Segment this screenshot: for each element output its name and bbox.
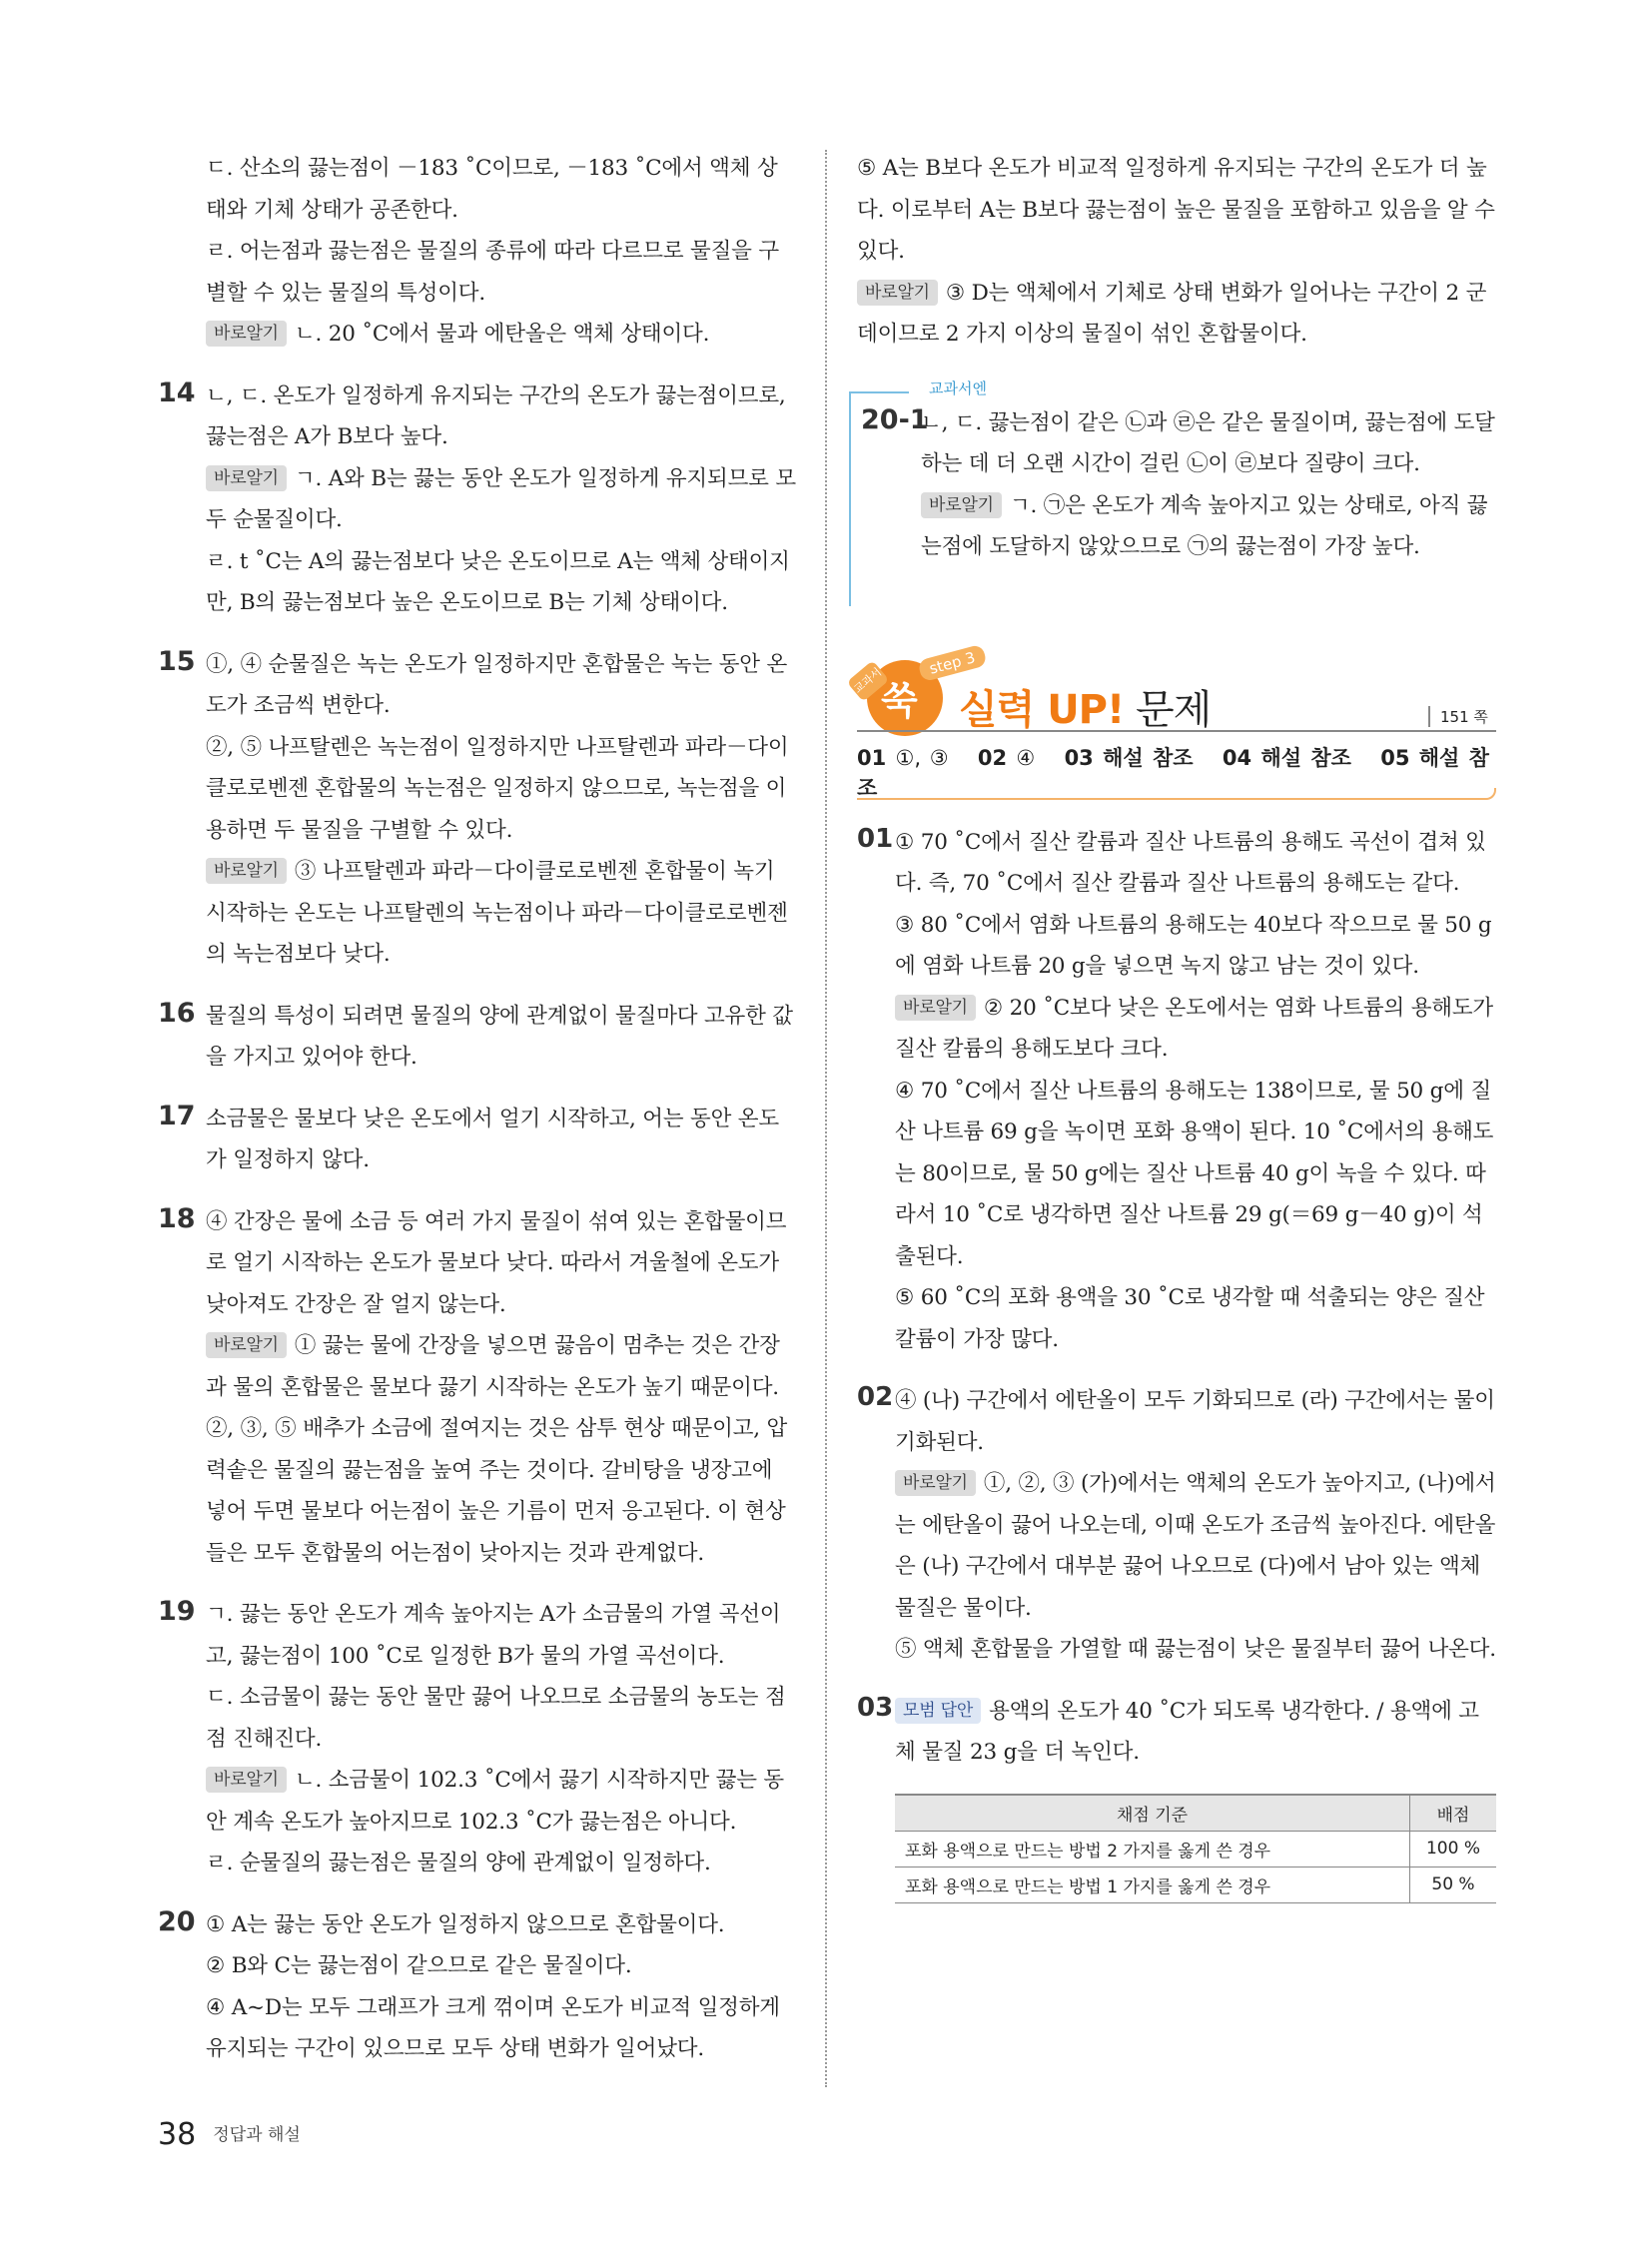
correction-badge: 바로알기 [206, 858, 287, 884]
answer-line [921, 402, 1496, 485]
textbook-label: 교과서엔 [923, 377, 993, 398]
textbook-tag: 교과서 [847, 660, 890, 702]
table-cell: 포화 용액으로 만드는 방법 2 가지를 옳게 쓴 경우 [895, 1831, 1410, 1867]
header-rule [857, 730, 1496, 732]
question-number: 02 [857, 1382, 894, 1412]
answer-text: ㄴ, ㄷ. 온도가 일정하게 유지되는 구간의 온도가 끓는점이므로, 끓는점은 A가 B보다 높다. [206, 382, 786, 449]
answer-line [206, 1594, 797, 1677]
question-number: 16 [158, 997, 196, 1029]
answer-text: ①, ②, ③ (가)에서는 액체의 온도가 높아지고, (나)에서는 에탄올이 끓어 나오는데, 이때 온도가 조금씩 높아진다. 에탄올은 (나) 구간에서 대부분 끓어 나오므로 (다)에서 남아 있는 액체 물질은 물이다. [895, 1471, 1496, 1621]
answer-line [206, 1987, 797, 2070]
left-column [158, 148, 797, 2090]
answer-text: ㄱ. ㉠은 온도가 계속 높아지고 있는 상태로, 아직 끓는점에 도달하지 않았으므로 ㉠의 끓는점이 가장 높다. [921, 492, 1488, 559]
answer-text: 물질의 특성이 되려면 물질의 양에 관계없이 물질마다 고유한 값을 가지고 있어야 한다. [206, 1003, 793, 1070]
answer-line [206, 541, 797, 624]
right-column [851, 148, 1496, 1903]
solution-02 [857, 1380, 1496, 1671]
answer-text: 용액의 온도가 40 ˚C가 되도록 냉각한다. / 용액에 고체 물질 23 g을 더 녹인다. [895, 1698, 1479, 1765]
answer-text: ㄹ. 순물질의 끓는점은 물질의 양에 관계없이 일정하다. [206, 1851, 711, 1875]
answer-line [206, 1677, 797, 1760]
table-header: 배점 [1410, 1795, 1497, 1832]
ssuk-logo-text: 쑥 [881, 678, 918, 723]
table-cell: 50 % [1410, 1867, 1497, 1902]
answer-line [895, 905, 1496, 988]
answer-text: ⑤ 액체 혼합물을 가열할 때 끓는점이 낮은 물질부터 끓어 나온다. [895, 1637, 1496, 1662]
quick-answer: 03 해설 참조 [1064, 745, 1194, 770]
answer-line [206, 458, 797, 541]
quick-answer: 05 해설 참조 [857, 745, 1489, 800]
answer-line [895, 1463, 1496, 1629]
correction-badge: 바로알기 [895, 995, 976, 1021]
answer-text: ②, ③, ⑤ 배추가 소금에 절여지는 것은 삼투 현상 때문이고, 압력솥은 물질의 끓는점을 높여 주는 것이다. 갈비탕을 냉장고에 넣어 두면 물보다 어는점이 높은 기름이 먼저 응고된다. 이 현상들은 모두 혼합물의 어는점이 낮아지는 것과 관계없다. [206, 1416, 788, 1566]
correction-badge: 바로알기 [206, 321, 287, 347]
answer-line [206, 851, 797, 976]
intro-line: ㄹ. 어는점과 끓는점은 물질의 종류에 따라 다르므로 물질을 구별할 수 있는 물질의 특성이다. [206, 239, 779, 306]
answer-line [206, 644, 797, 727]
question-number: 19 [158, 1596, 196, 1627]
answer-line [206, 727, 797, 852]
question-20-1 [861, 402, 1496, 568]
answer-text: ② 20 ˚C보다 낮은 온도에서는 염화 나트륨의 용해도가 질산 칼륨의 용해도보다 크다. [895, 995, 1493, 1062]
textbook-box-border [849, 391, 909, 393]
answer-text: ① A는 끓는 동안 온도가 일정하지 않으므로 혼합물이다. [206, 1911, 725, 1937]
answer-line [921, 485, 1496, 568]
table-header-row [895, 1795, 1496, 1832]
answer-text: ㄷ. 소금물이 끓는 동안 물만 끓어 나오므로 소금물의 농도는 점점 진해진다. [206, 1685, 786, 1752]
answer-text: ③ D는 액체에서 기체로 상태 변화가 일어나는 구간이 2 군데이므로 2 가지 이상의 물질이 섞인 혼합물이다. [857, 280, 1487, 347]
question-number: 01 [857, 823, 894, 854]
answer-text: ①, ④ 순물질은 녹는 온도가 일정하지만 혼합물은 녹는 동안 온도가 조금씩 변한다. [206, 651, 788, 718]
answer-text: ④ 간장은 물에 소금 등 여러 가지 물질이 섞여 있는 혼합물이므로 얼기 시작하는 온도가 물보다 낮다. 따라서 겨울철에 온도가 낮아져도 간장은 잘 얼지 않는다. [206, 1208, 787, 1317]
step3-header [851, 647, 1496, 800]
answer-line [895, 1380, 1496, 1463]
question-18 [158, 1201, 797, 1575]
grading-table [895, 1794, 1496, 1903]
table-cell: 100 % [1410, 1831, 1497, 1867]
answer-text: ④ (나) 구간에서 에탄올이 모두 기화되므로 (라) 구간에서는 물이 기화된다. [895, 1388, 1495, 1455]
answer-line [206, 996, 797, 1079]
section-title-highlight: 실력 UP! [959, 686, 1125, 733]
question-14 [158, 375, 797, 624]
answer-line [206, 1099, 797, 1181]
step3-solutions [857, 822, 1496, 1903]
answer-line [895, 1277, 1496, 1360]
answer-line [206, 1904, 797, 1946]
answer-text: 소금물은 물보다 낮은 온도에서 얼기 시작하고, 어는 동안 온도가 일정하지 않다. [206, 1106, 779, 1172]
answer-line [206, 1201, 797, 1326]
answer-text: ④ 70 ˚C에서 질산 나트륨의 용해도는 138이므로, 물 50 g에 질산 나트륨 69 g을 녹이면 포화 용액이 된다. 10 ˚C에서의 용해도는 80이므로, 물 50 g에는 질산 나트륨 40 g이 녹을 수 있다. 따라서 10 ˚C로 냉각하면 질산 나트륨 29 g(＝69 g－40 g)이 석출된다. [895, 1078, 1494, 1269]
correction-badge: 바로알기 [895, 1470, 976, 1496]
question-number: 03 [857, 1692, 894, 1723]
table-header: 채점 기준 [895, 1795, 1410, 1832]
answer-line [206, 1325, 797, 1408]
textbook-box [849, 377, 1496, 568]
question-15 [158, 644, 797, 976]
question-20-continuation [857, 148, 1496, 356]
answer-text: ②, ⑤ 나프탈렌은 녹는점이 일정하지만 나프탈렌과 파라－다이클로로벤젠 혼합물의 녹는점은 일정하지 않으므로, 녹는점을 이용하면 두 물질을 구별할 수 있다. [206, 734, 789, 843]
footer-text: 정답과 해설 [213, 2125, 301, 2145]
answer-line [857, 148, 1496, 273]
question-number: 15 [158, 645, 196, 677]
step-label: step 3 [917, 643, 987, 682]
question-20 [158, 1904, 797, 2070]
answer-text: ㄱ. A와 B는 끓는 동안 온도가 일정하게 유지되므로 모두 순물질이다. [206, 465, 796, 532]
correction-badge: 바로알기 [206, 465, 287, 491]
table-row [895, 1867, 1496, 1902]
answer-text: ⑤ 60 ˚C의 포화 용액을 30 ˚C로 냉각할 때 석출되는 양은 질산 칼륨이 가장 많다. [895, 1285, 1485, 1352]
answer-line [895, 1629, 1496, 1671]
correction-line [206, 314, 797, 356]
answers-box-border [857, 788, 1496, 800]
answer-text: ② B와 C는 끓는점이 같으므로 같은 물질이다. [206, 1953, 632, 1978]
answer-line [895, 988, 1496, 1071]
table-row [895, 1831, 1496, 1867]
answer-text: ㄱ. 끓는 동안 온도가 계속 높아지는 A가 소금물의 가열 곡선이고, 끓는점이 100 ˚C로 일정한 B가 물의 가열 곡선이다. [206, 1602, 781, 1669]
question-number: 18 [158, 1202, 196, 1234]
page-number: 38 [158, 2117, 197, 2152]
page-reference: 151 쪽 [1428, 706, 1496, 727]
page-footer [158, 2117, 301, 2152]
section-title-text: 문제 [1135, 686, 1212, 733]
intro-line: ㄷ. 산소의 끓는점이 －183 ˚C이므로, －183 ˚C에서 액체 상태와 기체 상태가 공존한다. [206, 156, 778, 223]
answer-text: ④ A~D는 모두 그래프가 크게 꺾이며 온도가 비교적 일정하게 유지되는 구간이 있으므로 모두 상태 변화가 일어났다. [206, 1994, 780, 2061]
answer-line [895, 1691, 1496, 1774]
question-number: 17 [158, 1100, 196, 1131]
answer-text: ③ 나프탈렌과 파라－다이클로로벤젠 혼합물이 녹기 시작하는 온도는 나프탈렌의 녹는점이나 파라－다이클로로벤젠의 녹는점보다 낮다. [206, 859, 788, 967]
question-number: 20-1 [861, 403, 929, 435]
column-divider [825, 150, 827, 2087]
answer-text: ㄴ, ㄷ. 끓는점이 같은 ㉡과 ㉣은 같은 물질이며, 끓는점에 도달하는 데 더 오랜 시간이 걸린 ㉡이 ㉣보다 질량이 크다. [921, 409, 1495, 476]
solution-01 [857, 822, 1496, 1361]
answer-line [206, 1843, 797, 1884]
correction-badge: 바로알기 [206, 1767, 287, 1793]
answer-line [206, 1760, 797, 1843]
correction-text: ㄴ. 20 ˚C에서 물과 에탄올은 액체 상태이다. [294, 322, 710, 347]
quick-answer: 01 ①, ③ [857, 745, 949, 770]
section-title [959, 678, 1211, 735]
correction-badge: 바로알기 [206, 1332, 287, 1358]
answer-line [895, 822, 1496, 905]
answer-text: ③ 80 ˚C에서 염화 나트륨의 용해도는 40보다 작으므로 물 50 g에 염화 나트륨 20 g을 넣으면 녹지 않고 남는 것이 있다. [895, 912, 1492, 979]
question-number: 14 [158, 376, 196, 408]
question-number: 20 [158, 1905, 196, 1937]
answer-line [206, 1945, 797, 1987]
answer-line [206, 375, 797, 458]
correction-badge: 바로알기 [857, 280, 938, 306]
question-17 [158, 1099, 797, 1181]
quick-answer: 04 해설 참조 [1222, 745, 1351, 770]
answer-text: ① 70 ˚C에서 질산 칼륨과 질산 나트륨의 용해도 곡선이 겹쳐 있다. 즉, 70 ˚C에서 질산 칼륨과 질산 나트륨의 용해도는 같다. [895, 829, 1486, 896]
question-16 [158, 996, 797, 1079]
question-13-continuation [158, 148, 797, 356]
answer-text: ① 끓는 물에 간장을 넣으면 끓음이 멈추는 것은 간장과 물의 혼합물은 물보다 끓기 시작하는 온도가 높기 때문이다. [206, 1333, 780, 1400]
table-cell: 포화 용액으로 만드는 방법 1 가지를 옳게 쓴 경우 [895, 1867, 1410, 1902]
answer-text: ⑤ A는 B보다 온도가 비교적 일정하게 유지되는 구간의 온도가 더 높다. 이로부터 A는 B보다 끓는점이 높은 물질을 포함하고 있음을 알 수 있다. [857, 156, 1495, 264]
answer-line [895, 1071, 1496, 1278]
answer-line [206, 1408, 797, 1574]
solution-03 [857, 1691, 1496, 1774]
answer-text: ㄴ. 소금물이 102.3 ˚C에서 끓기 시작하지만 끓는 동안 계속 온도가 높아지므로 102.3 ˚C가 끓는점은 아니다. [206, 1768, 784, 1835]
model-answer-badge: 모범 답안 [895, 1698, 981, 1724]
textbook-box-border [849, 391, 851, 606]
answer-line [857, 273, 1496, 356]
answer-text: ㄹ. t ˚C는 A의 끓는점보다 낮은 온도이므로 A는 액체 상태이지만, B의 끓는점보다 높은 온도이므로 B는 기체 상태이다. [206, 548, 790, 615]
quick-answer: 02 ④ [977, 745, 1036, 770]
question-19 [158, 1594, 797, 1884]
correction-badge: 바로알기 [921, 492, 1002, 518]
